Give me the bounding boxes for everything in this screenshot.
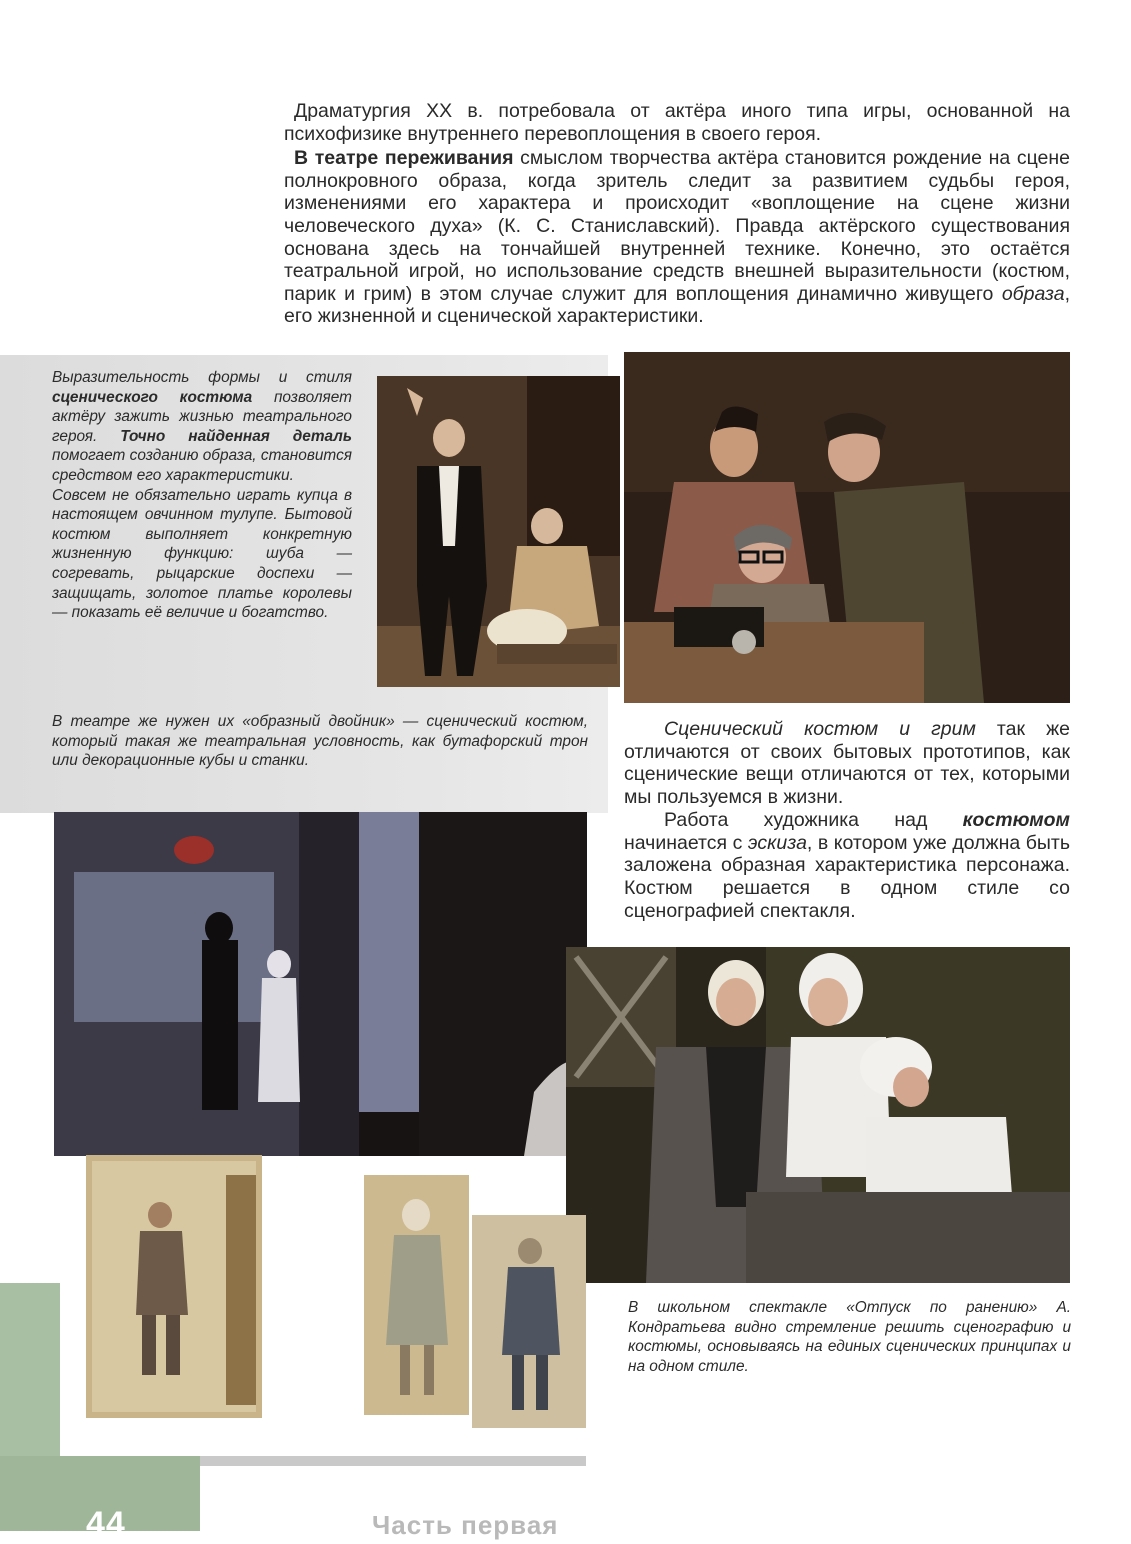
- paragraph-2-text: смыслом творчества актёра становится рождение на сцене полнокровного образа, когда зритель следит за развитием судьбы героя, изменениями его характера и происходит «воплощение на сцене жизни человеческого духа» (К. С. Станиславский). Правда актёрского существования основана здесь на тончайшей внутренней технике. Конечно, это остаётся театральной игрой, но использование средств внешней выразительности (костюм, парик и грим) в этом случае служит для воплощения динамично живущего: [284, 147, 1070, 305]
- main-text: [284, 100, 1070, 328]
- right-text-span: , в котором уже должна быть заложена образная характеристика персонажа. Костюм решается в одном стиле со сценографией спектакля.: [624, 831, 1070, 922]
- footer-gray-line: [200, 1456, 586, 1466]
- right-text-span: Работа художника над: [664, 808, 963, 831]
- page-number: 44: [86, 1505, 126, 1543]
- caption-term-costume: сценического костюма: [52, 388, 253, 406]
- right-text-span: так же отличаются от своих бытовых прототипов, как сценические вещи отличаются от тех, которыми мы пользуемся в жизни.: [624, 718, 1070, 809]
- part-title: Часть первая: [372, 1510, 559, 1540]
- term-image: образа: [1001, 282, 1065, 305]
- paragraph-2: [284, 147, 1070, 328]
- term-theatre-experience: В театре переживания: [294, 147, 514, 170]
- caption-text: помогает созданию образа, становится средством его характеристики.: [52, 447, 352, 484]
- photo-school-play: [566, 947, 1070, 1283]
- right-paragraph-1: [624, 718, 1070, 809]
- photo-stage-three-actors: [624, 352, 1070, 703]
- sidebar-caption-bottom: [52, 712, 588, 771]
- costume-sketch-3: [472, 1215, 586, 1428]
- right-text-span: начинается с: [624, 831, 748, 854]
- costume-sketch-2: [364, 1175, 469, 1415]
- right-column-text: [624, 718, 1070, 922]
- paragraph-2-end: , его жизненной и сценической характеристики.: [284, 282, 1070, 328]
- paragraph-1-text: Драматургия XX в. потребовала от актёра иного типа игры, основанной на психофизике внутреннего перевоплощения в своего героя.: [284, 100, 1070, 145]
- costume-sketch-1: [86, 1155, 262, 1418]
- sidebar-paragraph-3: В театре же нужен их «образный двойник» — сценический костюм, который такая же театральная условность, как бутафорский трон или декорационные кубы и станки.: [52, 713, 588, 770]
- caption-term-detail: Точно найденная деталь: [120, 427, 353, 445]
- photo-stage-two-actors: [377, 376, 620, 687]
- caption-text: Выразительность формы и стиля: [52, 369, 352, 386]
- photo-scenography-dark: [54, 812, 587, 1156]
- term-stage-costume: Сценический костюм и грим: [664, 718, 976, 740]
- term-sketch: эскиза: [747, 831, 807, 854]
- term-costume: костюмом: [962, 808, 1070, 831]
- sidebar-caption-top: [52, 368, 352, 623]
- sidebar-paragraph-2: Совсем не обязательно играть купца в настоящем овчинном тулупе. Бытовой костюм выполняет конкретную жизненную функцию: шуба — согревать, рыцарские доспехи — защищать, золотое платье королевы — показать её величие и богатство.: [52, 486, 352, 622]
- sidebar-paragraph-1: [52, 368, 352, 486]
- right-paragraph-2: [624, 809, 1070, 923]
- paragraph-1: [284, 100, 1070, 145]
- caption-text: позволяет актёру зажить жизнью театрального героя.: [52, 388, 352, 445]
- caption-school-play: [628, 1298, 1071, 1376]
- caption-school-play-text: В школьном спектакле «Отпуск по ранению» А. Кондратьева видно стремление решить сценографию и костюмы, основываясь на единых сценических принципах и на одном стиле.: [628, 1299, 1071, 1375]
